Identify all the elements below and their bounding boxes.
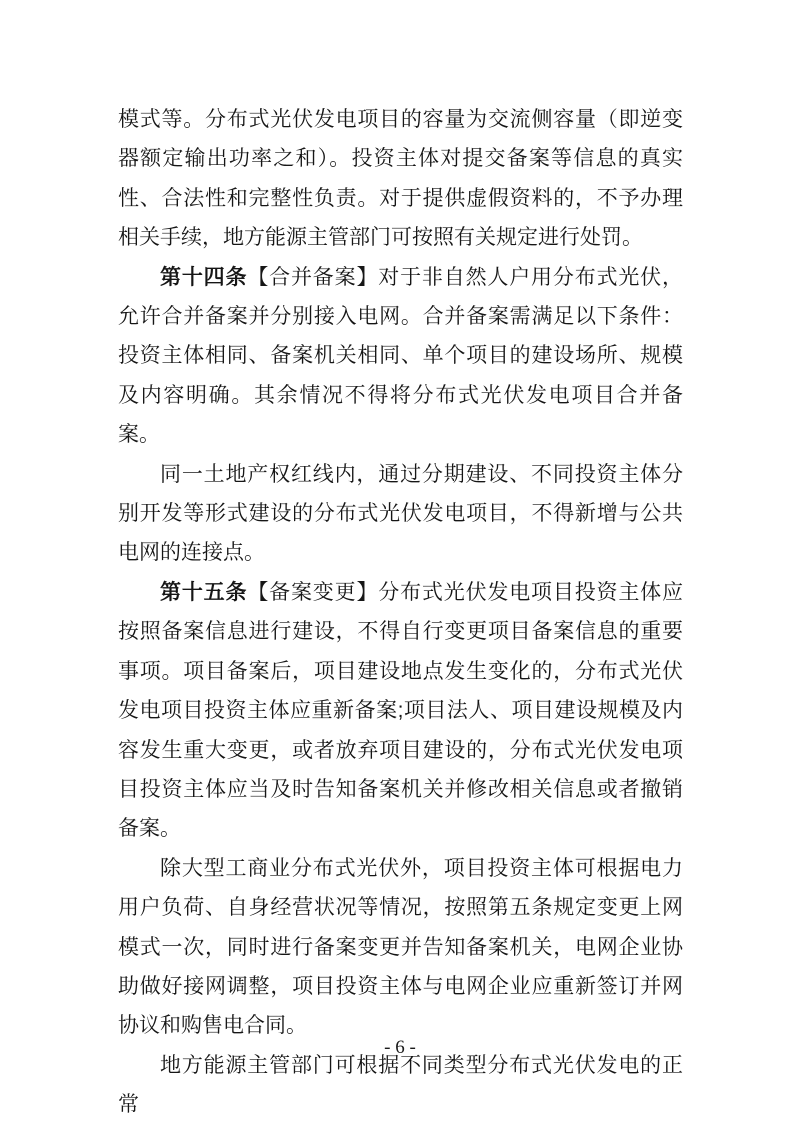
paragraph-continuation — [118, 100, 683, 258]
document-body — [118, 100, 683, 1125]
paragraph-text: 【备案变更】分布式光伏发电项目投资主体应按照备案信息进行建设，不得自行变更项目备案信息的重要事项。项目备案后，项目建设地点发生变化的，分布式光伏发电项目投资主体应重新备案;项目法人、项目建设规模及内容发生重大变更，或者放弃项目建设的，分布式光伏发电项目投资主体应当及时告知备案机关并修改相关信息或者撤销备案。 — [118, 580, 684, 841]
paragraph-text: 除大型工商业分布式光伏外，项目投资主体可根据电力用户负荷、自身经营状况等情况，按照第五条规定变更上网模式一次，同时进行备案变更并告知备案机关，电网企业协助做好接网调整，项目投资主体与电网企业应重新签订并网协议和购售电合同。 — [118, 856, 683, 1038]
paragraph-article-15 — [118, 573, 683, 849]
page-number: - 6 - — [384, 1037, 416, 1058]
paragraph-article-14 — [118, 258, 683, 455]
paragraph-article-14-sub — [118, 455, 683, 573]
paragraph-article-15-sub — [118, 849, 683, 1046]
paragraph-text: 【合并备案】对于非自然人户用分布式光伏，允许合并备案并分别接入电网。合并备案需满足以下条件：投资主体相同、备案机关相同、单个项目的建设场所、规模及内容明确。其余情况不得将分布式光伏发电项目合并备案。 — [118, 265, 684, 447]
paragraph-text: 模式等。分布式光伏发电项目的容量为交流侧容量（即逆变器额定输出功率之和）。投资主体对提交备案等信息的真实性、合法性和完整性负责。对于提供虚假资料的，不予办理相关手续，地方能源主管部门可按照有关规定进行处罚。 — [118, 108, 683, 250]
paragraph-text: 地方能源主管部门可根据不同类型分布式光伏发电的正常 — [118, 1053, 683, 1117]
paragraph-text: 同一土地产权红线内，通过分期建设、不同投资主体分别开发等形式建设的分布式光伏发电项目，不得新增与公共电网的连接点。 — [118, 462, 683, 565]
article-number-bold: 第十四条 — [160, 265, 248, 289]
article-number-bold: 第十五条 — [160, 580, 248, 604]
